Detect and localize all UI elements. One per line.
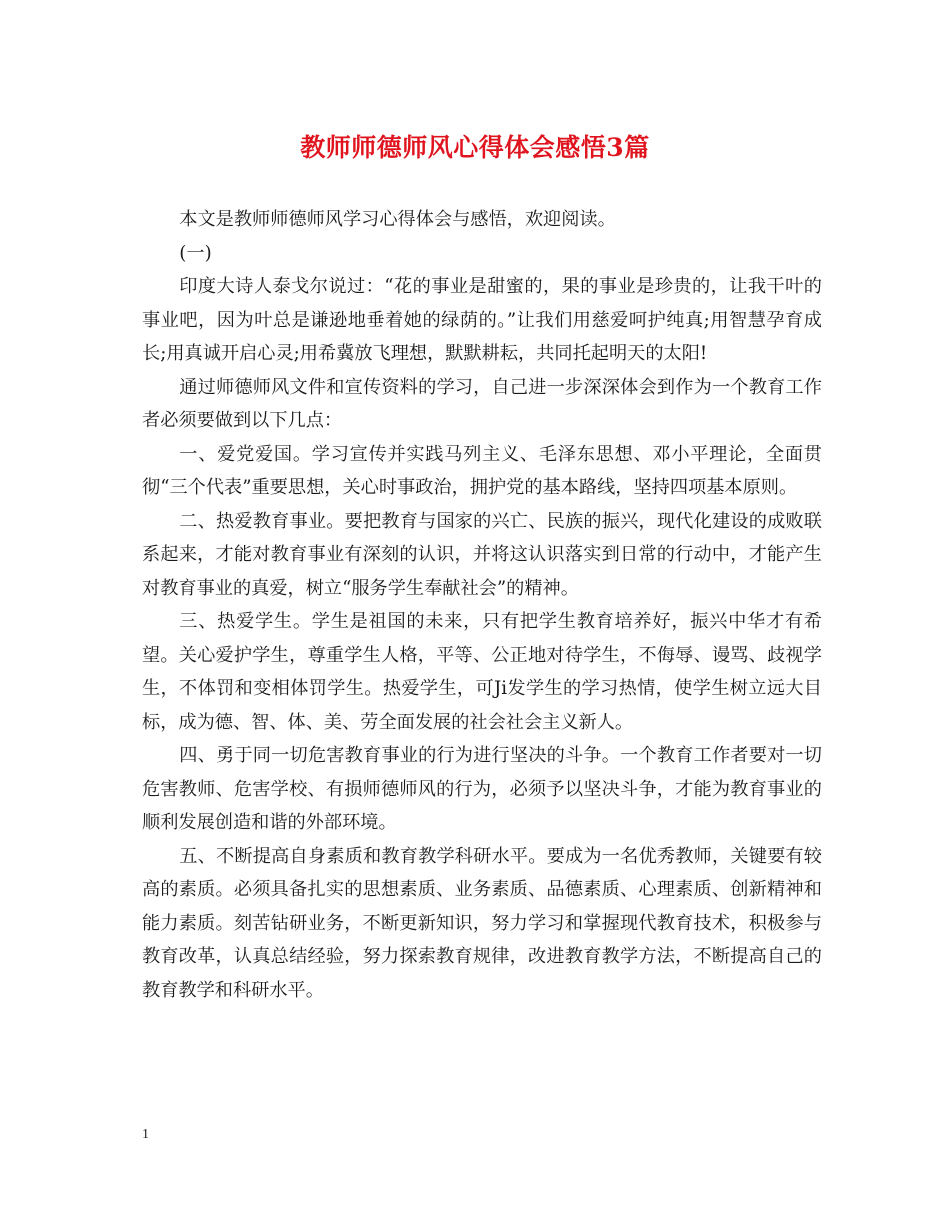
document-title: 教师师德师风心得体会感悟3篇	[300, 133, 650, 162]
paragraph-quote: 印度大诗人泰戈尔说过：“花的事业是甜蜜的，果的事业是珍贵的，让我干叶的事业吧，因为叶总是谦逊地垂着她的绿荫的。”让我们用慈爱呵护纯真;用智慧孕育成长;用真诚开启心灵;用希冀放飞理想，默默耕耘，共同托起明天的太阳!	[142, 276, 822, 364]
paragraph-point-2: 二、热爱教育事业。要把教育与国家的兴亡、民族的振兴，现代化建设的成败联系起来，才能对教育事业有深刻的认识，并将这认识落实到日常的行动中，才能产生对教育事业的真爱，树立“服务学生奉献社会”的精神。	[142, 510, 822, 599]
paragraph-point-3: 三、热爱学生。学生是祖国的未来，只有把学生教育培养好，振兴中华才有希望。关心爱护学生，尊重学生人格，平等、公正地对待学生，不侮辱、谩骂、歧视学生，不体罚和变相体罚学生。热爱学生，可Ji发学生的学习热情，使学生树立远大目标，成为德、智、体、美、劳全面发展的社会社会主义新人。	[142, 611, 822, 733]
paragraph-point-4: 四、勇于同一切危害教育事业的行为进行坚决的斗争。一个教育工作者要对一切危害教师、危害学校、有损师德师风的行为，必须予以坚决斗争，才能为教育事业的顺利发展创造和谐的外部环境。	[142, 745, 822, 833]
paragraph-point-5: 五、不断提高自身素质和教育教学科研水平。要成为一名优秀教师，关键要有较高的素质。必须具备扎实的思想素质、业务素质、品德素质、心理素质、创新精神和能力素质。刻苦钻研业务，不断更新知识，努力学习和掌握现代教育技术，积极参与教育改革，认真总结经验，努力探索教育规律，改进教育教学方法，不断提高自己的教育教学和科研水平。	[142, 845, 822, 1001]
paragraph-lead-in: 通过师德师风文件和宣传资料的学习，自己进一步深深体会到作为一个教育工作者必须要做到以下几点：	[142, 376, 822, 431]
paragraph-intro: 本文是教师师德师风学习心得体会与感悟，欢迎阅读。	[179, 209, 616, 230]
paragraph-point-1: 一、爱党爱国。学习宣传并实践马列主义、毛泽东思想、邓小平理论，全面贯彻“三个代表”重要思想，关心时事政治，拥护党的基本路线，坚持四项基本原则。	[142, 443, 822, 498]
document-body	[142, 203, 822, 1007]
page-number: 1	[142, 1127, 149, 1142]
paragraph-section-marker: (一)	[179, 242, 212, 264]
